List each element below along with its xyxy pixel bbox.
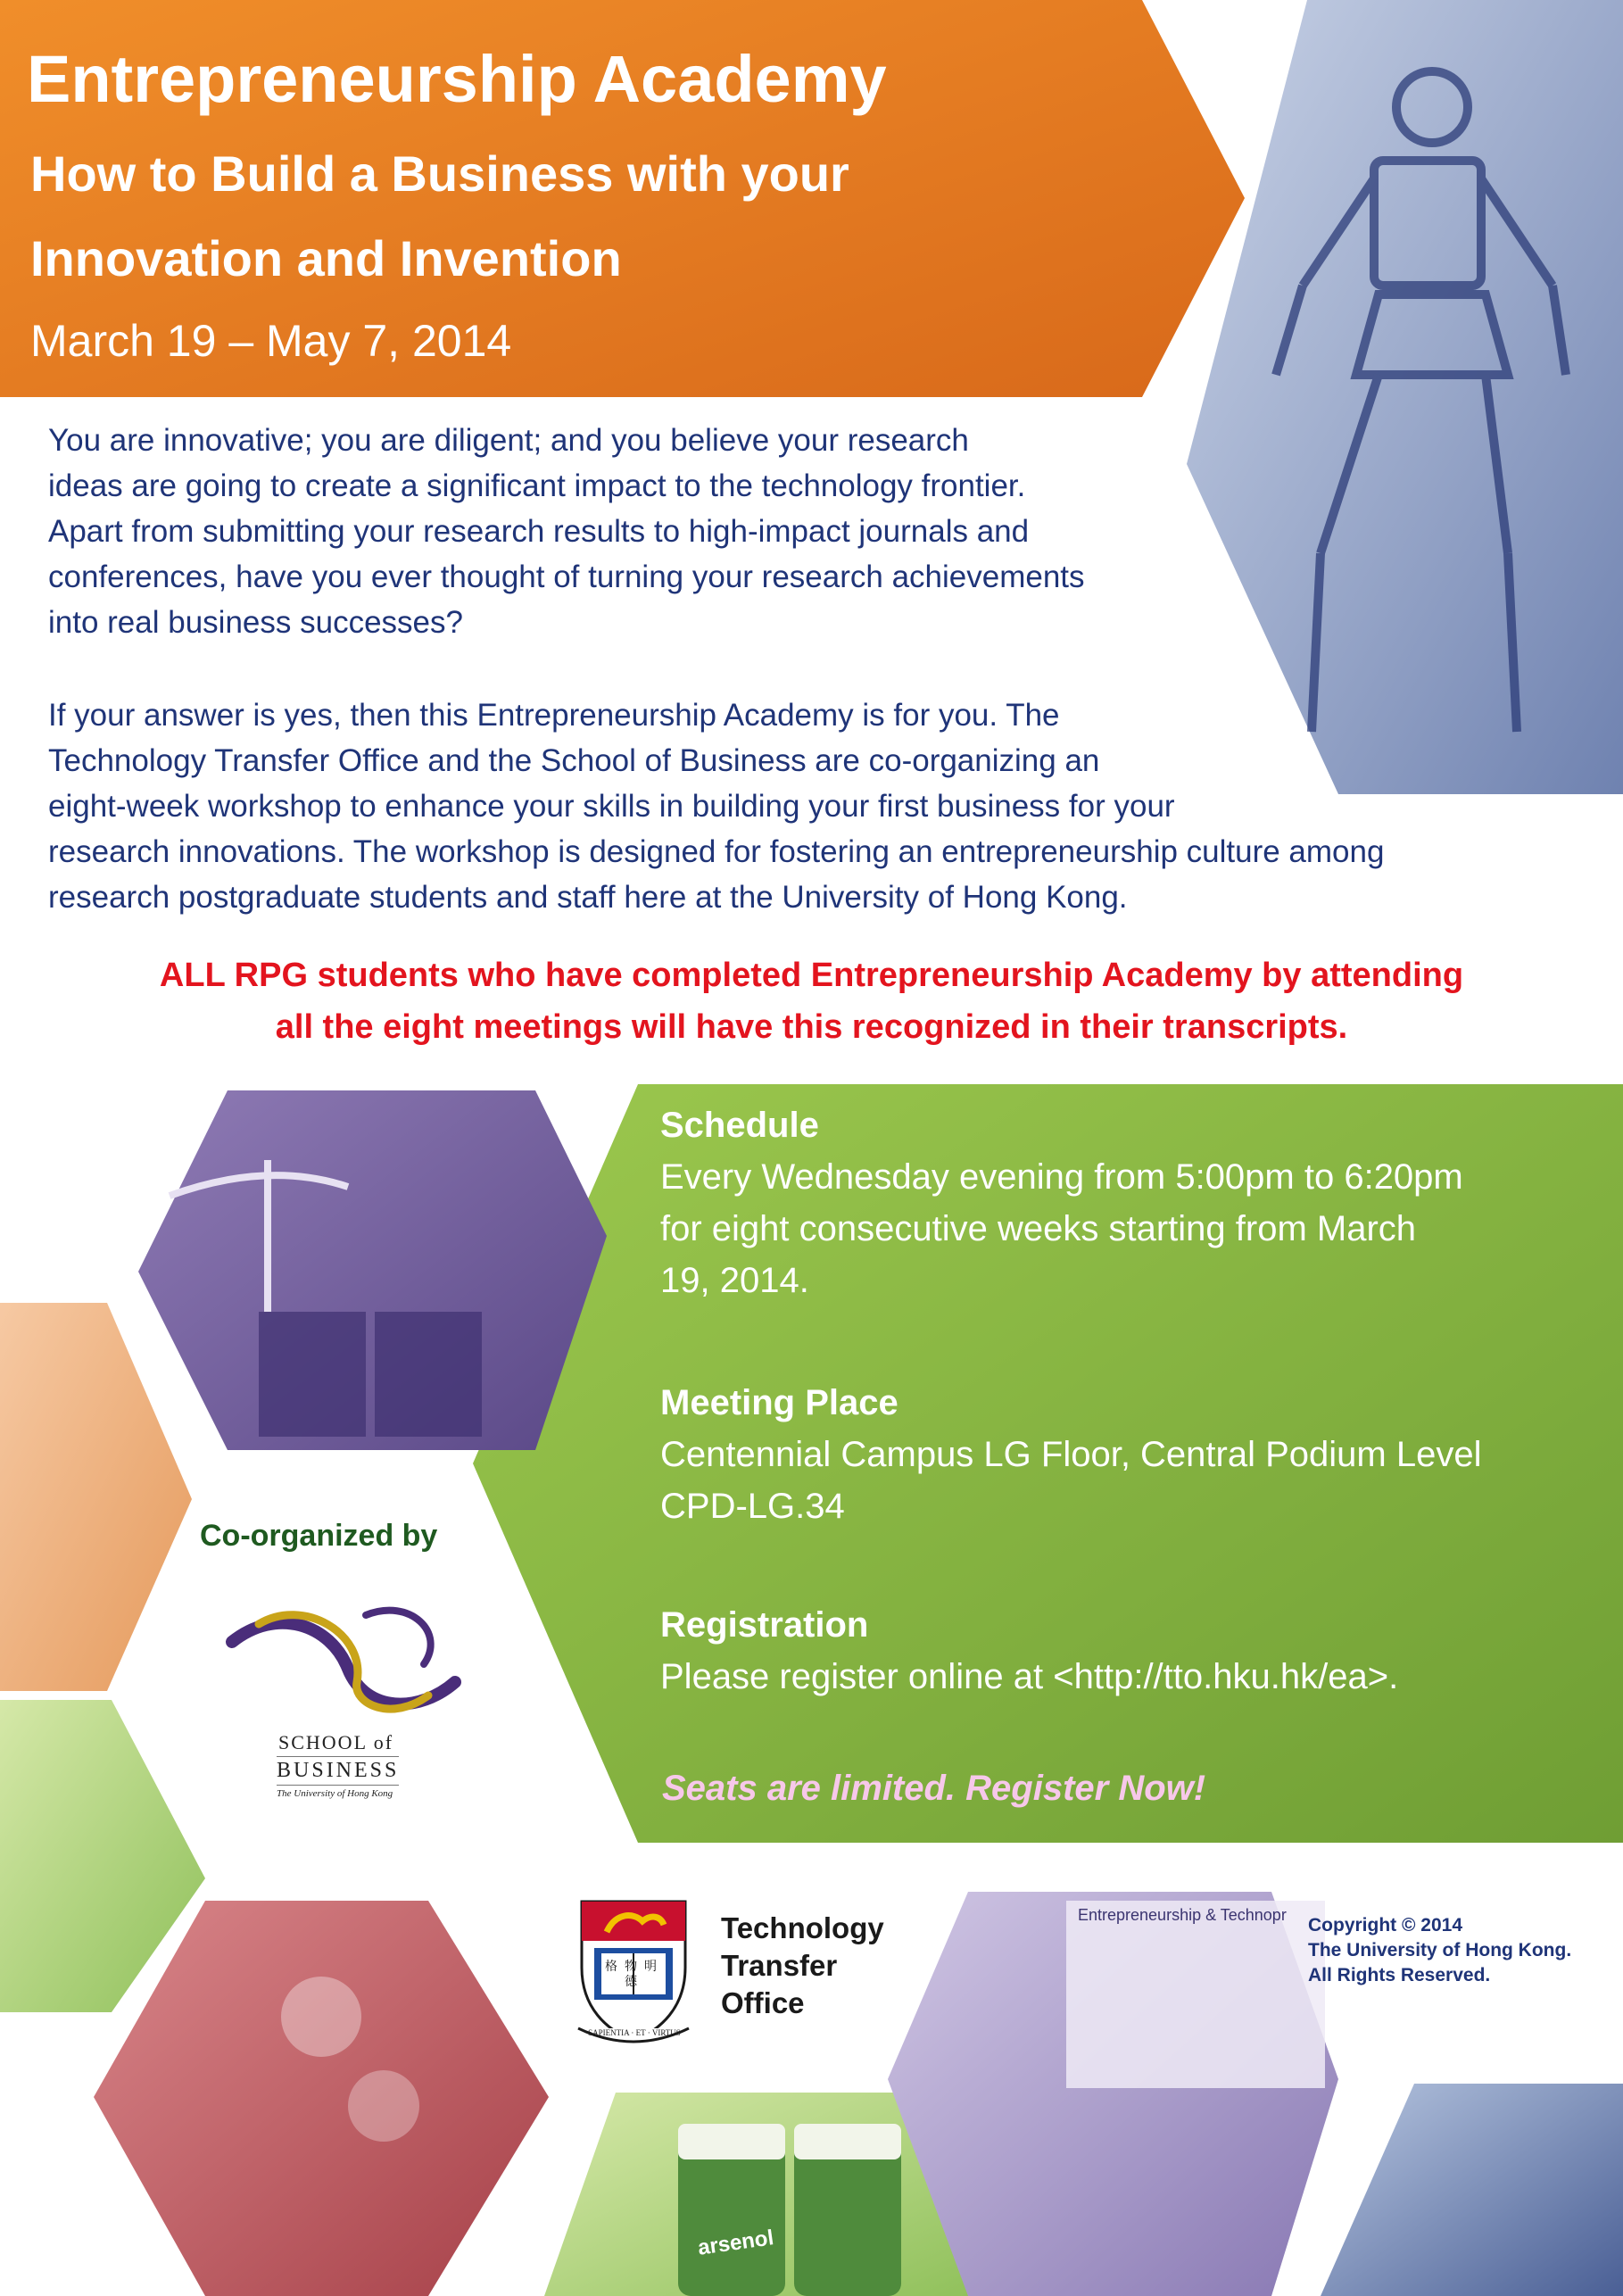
intro-line: into real business successes? (48, 605, 463, 640)
event-dates: March 19 – May 7, 2014 (30, 316, 512, 366)
intro-line: If your answer is yes, then this Entrepreneurship Academy is for you. The (48, 698, 1060, 733)
schedule-line: for eight consecutive weeks starting from March (660, 1209, 1417, 1248)
subtitle-line2: Innovation and Invention (30, 230, 622, 286)
business-swirl-icon (223, 1597, 464, 1731)
intro-line: Technology Transfer Office and the School of Business are co-organizing an (48, 743, 1100, 778)
coorganized-label: Co-organized by (200, 1519, 438, 1553)
meeting-line: Centennial Campus LG Floor, Central Podium Level (660, 1435, 1482, 1474)
registration-link-text[interactable]: Please register online at <http://tto.hku.hk/ea>. (660, 1657, 1399, 1696)
tto-name (721, 1910, 884, 2022)
registration-section (660, 1599, 1615, 1703)
transcript-notice-line2: all the eight meetings will have this recognized in their transcripts. (275, 1008, 1348, 1046)
schedule-heading: Schedule (660, 1106, 819, 1145)
tech-photo (1321, 2084, 1623, 2296)
copyright-line2: The University of Hong Kong. (1308, 1940, 1572, 1960)
intro-line: ideas are going to create a significant impact to the technology frontier. (48, 468, 1026, 503)
lab-photo (0, 1303, 192, 1691)
tto-line2: Transfer (721, 1949, 838, 1982)
intro-line: eight-week workshop to enhance your skills in building your first business for your (48, 789, 1175, 824)
copyright-line1: Copyright © 2014 (1308, 1915, 1463, 1935)
schedule-line: Every Wednesday evening from 5:00pm to 6:20pm (660, 1157, 1463, 1197)
subtitle-line1: How to Build a Business with your (30, 145, 849, 202)
intro-line: You are innovative; you are diligent; and you believe your research (48, 423, 969, 458)
business-logo-line3: The University of Hong Kong (277, 1788, 393, 1799)
lecture-slide-title: Entrepreneurship & Technopr (1078, 1906, 1287, 1924)
transcript-notice-line1: ALL RPG students who have completed Entrepreneurship Academy by attending (159, 957, 1464, 994)
meeting-section (660, 1377, 1615, 1532)
seats-limited-callout: Seats are limited. Register Now! (662, 1769, 1206, 1808)
intro-line: Apart from submitting your research results to high-impact journals and (48, 514, 1030, 549)
hku-crest (571, 1896, 696, 2048)
wind-turbine-photo (138, 1090, 607, 1450)
business-logo-line1: SCHOOL of (278, 1731, 394, 1753)
meeting-line: CPD-LG.34 (660, 1487, 845, 1526)
schedule-line: 19, 2014. (660, 1261, 809, 1300)
schedule-section (660, 1099, 1615, 1306)
meeting-heading: Meeting Place (660, 1383, 898, 1422)
crest-characters: 格物明德 (605, 1959, 664, 1988)
children-photo (94, 1901, 549, 2296)
intro-line: research postgraduate students and staff here at the University of Hong Kong. (48, 880, 1128, 915)
lecture-photo (888, 1892, 1338, 2296)
tto-line3: Office (721, 1986, 805, 2019)
robot-photo (1187, 0, 1623, 794)
bottle-brand-label: arsenol (696, 2226, 775, 2260)
copyright-line3: All Rights Reserved. (1308, 1965, 1491, 1985)
school-of-business-logo (223, 1597, 464, 1811)
tto-line1: Technology (721, 1911, 884, 1944)
intro-line: conferences, have you ever thought of turning your research achievements (48, 559, 1085, 594)
intro-line: research innovations. The workshop is designed for fostering an entrepreneurship culture among (48, 834, 1385, 869)
copyright-block (1308, 1913, 1571, 1988)
registration-heading: Registration (660, 1605, 869, 1645)
page-title: Entrepreneurship Academy (27, 42, 887, 116)
crest-motto: SAPIENTIA · ET · VIRTUS (588, 2028, 681, 2037)
business-logo-line2: BUSINESS (277, 1756, 399, 1786)
